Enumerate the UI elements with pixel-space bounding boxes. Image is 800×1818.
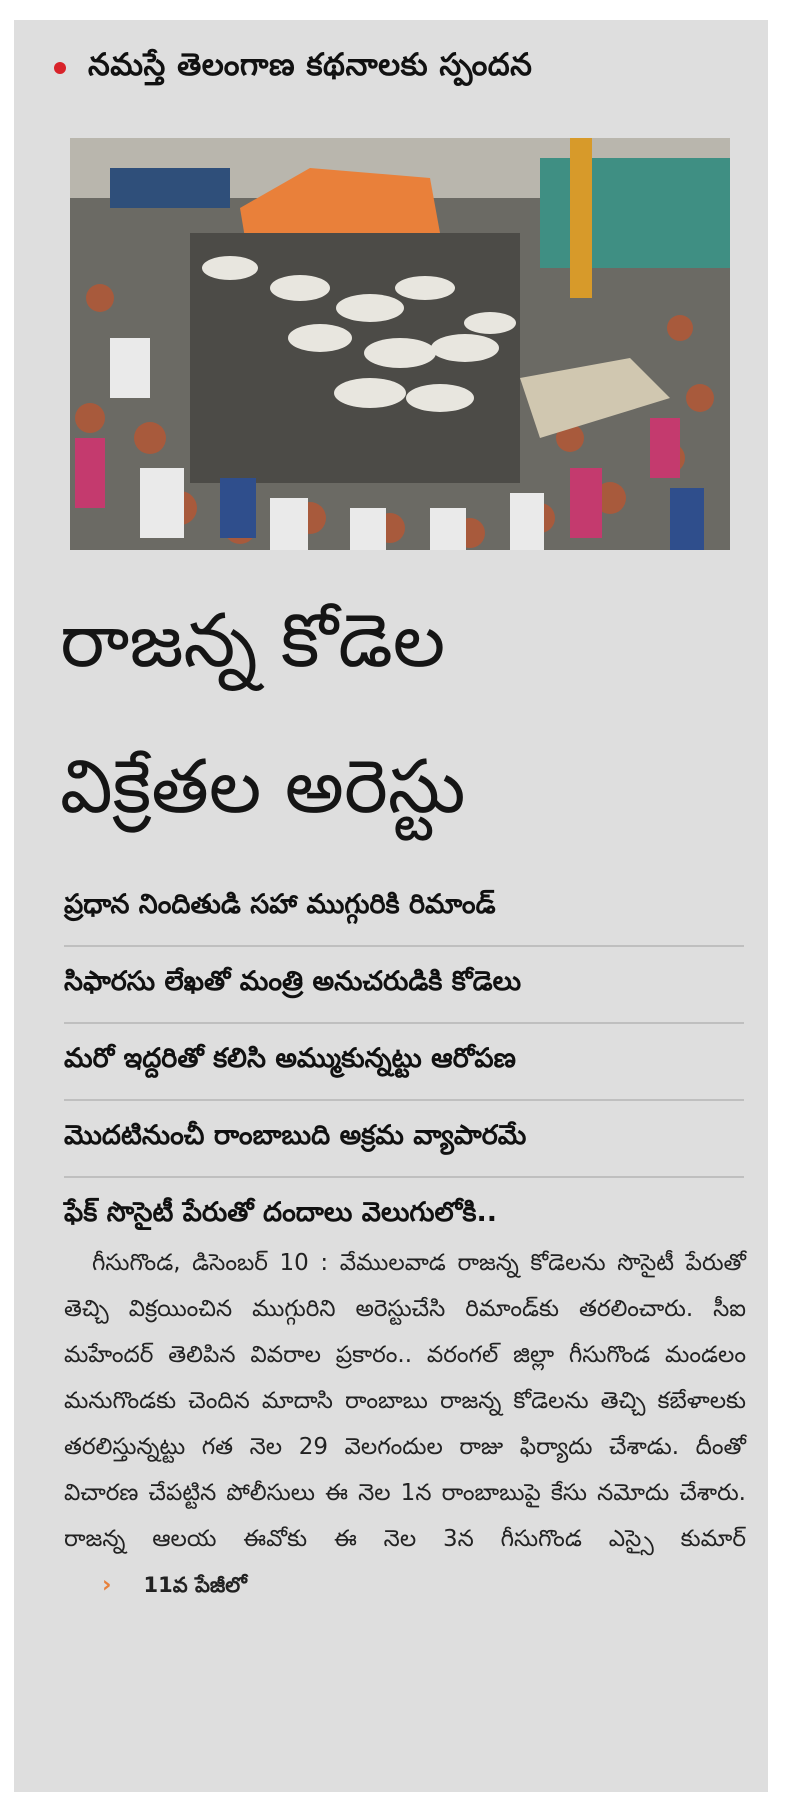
headline-line-1: రాజన్న కోడెల (60, 598, 446, 684)
continued-link[interactable] (74, 1562, 247, 1608)
article-body (64, 1240, 746, 1608)
continued-label: 11వ పేజీలో (143, 1573, 247, 1597)
chevron-right-icon: › (102, 1572, 112, 1598)
subheadline: సిఫారసు లేఖతో మంత్రి అనుచరుడికి కోడెలు (64, 947, 744, 1024)
subheadline: మరో ఇద్దరితో కలిసి అమ్ముకున్నట్టు ఆరోపణ (64, 1024, 744, 1101)
subheadline: మొదటినుంచీ రాంబాబుది అక్రమ వ్యాపారమే (64, 1101, 744, 1178)
kicker-text: నమస్తే తెలంగాణ కథనాలకు స్పందన (88, 46, 533, 83)
headline (60, 568, 740, 860)
article-paragraph (64, 1240, 746, 1608)
photo-illustration (70, 138, 730, 550)
subheadline: ఫేక్ సొసైటీ పేరుతో దందాలు వెలుగులోకి.. (64, 1196, 498, 1228)
kicker (54, 38, 744, 98)
temple-cattle-photo (70, 138, 730, 550)
news-clipping (14, 20, 768, 1792)
red-bullet-icon (54, 62, 66, 74)
subheadline: ప్రధాన నిందితుడి సహా ముగ్గురికి రిమాండ్ (64, 870, 744, 947)
headline-line-2: విక్రేతల అరెస్టు (60, 744, 466, 830)
subheadline-list (64, 870, 744, 1253)
article-text: గీసుగొండ, డిసెంబర్ 10 : వేములవాడ రాజన్న కోడెలను సొసైటీ పేరుతో తెచ్చి విక్రయించిన ముగ్గురిని అరెస్టుచేసి రిమాండ్‌కు తరలించారు. సీఐ మహేందర్ తెలిపిన వివరాల ప్రకారం.. వరంగల్ జిల్లా గీసుగొండ మండలం మనుగొండకు చెందిన మాదాసి రాంబాబు రాజన్న కోడెలను తెచ్చి కబేళాలకు తరలిస్తున్నట్టు గత నెల 29 వెలగందుల రాజు ఫిర్యాదు చేశాడు. దీంతో విచారణ చేపట్టిన పోలీసులు ఈ నెల 1న రాంబాబుపై కేసు నమోదు చేశారు. రాజన్న ఆలయ ఈవోకు ఈ నెల 3న గీసుగొండ ఎస్సై కుమార్ (64, 1250, 746, 1552)
